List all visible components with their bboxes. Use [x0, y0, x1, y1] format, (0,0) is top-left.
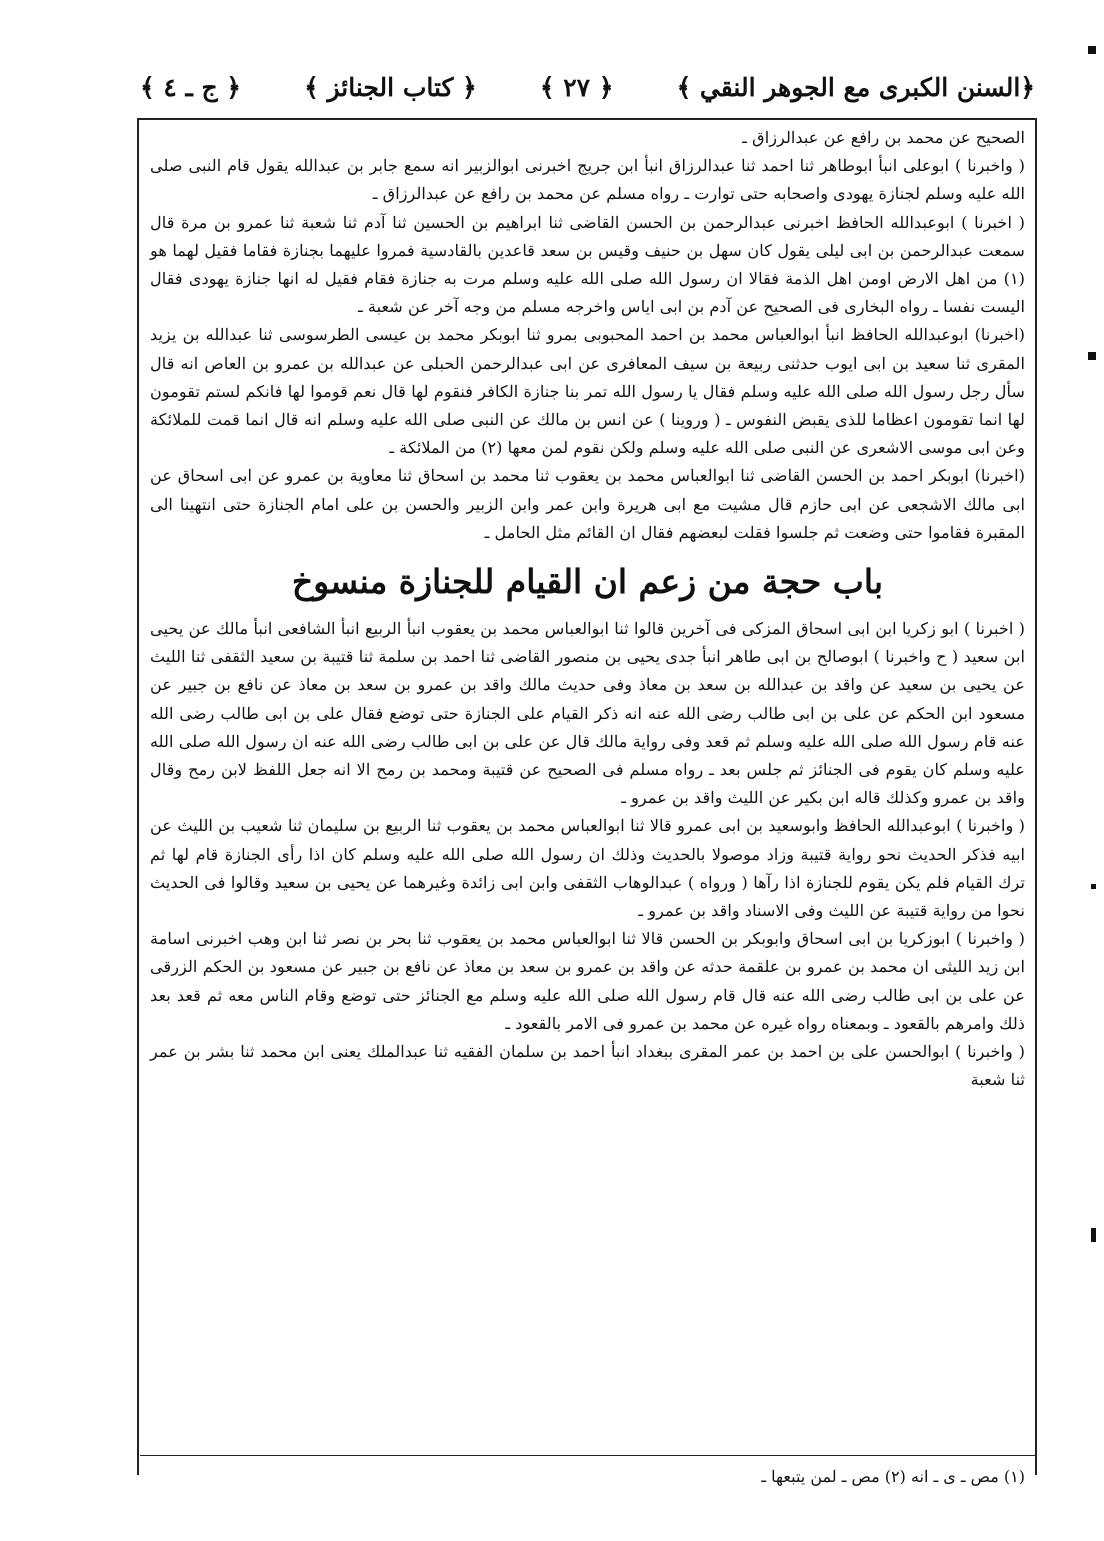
page-number: ﴿ ٢٧ ﴾	[539, 72, 614, 102]
chapter-name: ﴿ كتاب الجنائز ﴾	[304, 72, 477, 102]
paragraph: (اخبرنا) ابوعبدالله الحافظ انبأ ابوالعباس محمد بن احمد المحبوبى بمرو ثنا ابوبكر محمد بن عيسى الطرسوسى ثنا عبدالله بن يزيد المقرى ثنا سعيد بن ابى ايوب حدثنى ربيعة بن سيف المعافرى عن ابى عبدالرحمن الحبلى عن عبدالله بن عمرو بن العاص انه قال سأل رجل رسول الله صلى الله عليه وسلم فقال يا رسول الله تمر بنا جنازة الكافر فنقوم لها قال نعم قوموا لها فانكم لستم تقومون لها انما تقومون اعظاما للذى يقبض النفوس ـ ( وروينا ) عن انس بن مالك عن النبى صلى الله عليه وسلم انه قال انما قمت للملائكة وعن ابى موسى الاشعرى عن النبى صلى الله عليه وسلم ولكن نقوم لمن معها (٢) من الملائكة ـ	[150, 325, 1025, 458]
paragraph: ( واخبرنا ) ابوعلى انبأ ابوطاهر ثنا احمد ثنا عبدالرزاق انبأ ابن جريج اخبرنى ابوالزبير انه سمع جابر بن عبدالله يقول قام النبى صلى الله عليه وسلم لجنازة يهودى واصحابه حتى توارت ـ رواه مسلم عن محمد بن رافع عن عبدالرزاق ـ	[150, 156, 1025, 204]
paragraph: ( اخبرنا ) ابوعبدالله الحافظ اخبرنى عبدالرحمن بن الحسن القاضى ثنا ابراهيم بن الحسين ثنا آدم ثنا شعبة ثنا عمرو بن مرة قال سمعت عبدالرحمن بن ابى ليلى يقول كان سهل بن حنيف وقيس بن سعد قاعدين بالقادسية فمروا عليهما بجنازة فقاما فقيل لهما هو (١) من اهل الارض اومن اهل الذمة فقالا ان رسول الله صلى الله عليه وسلم مرت به جنازة فقام فقيل له انها جنازة يهودى فقال اليست نفسا ـ رواه البخارى فى الصحيح عن آدم بن ابى اياس واخرجه مسلم من وجه آخر عن شعبة ـ	[150, 212, 1025, 317]
paragraph: ( واخبرنا ) ابوعبدالله الحافظ وابوسعيد بن ابى عمرو قالا ثنا ابوالعباس محمد بن يعقوب ثنا الربيع بن سليمان ثنا شعيب بن الليث عن ابيه فذكر الحديث نحو رواية قتيبة وزاد موصولا بالحديث وذلك ان رسول الله صلى الله عليه وسلم كان اذا رأى الجنازة قام لها ثم ترك القيام فلم يكن يقوم للجنازة اذا رآها ( ورواه ) عبدالوهاب الثقفى وابن ابى زائدة وغيرهما عن يحيى بن سعيد وقالوا فى الحديث نحوا من رواية قتيبة عن الليث وفى الاسناد واقد بن عمرو ـ	[150, 816, 1025, 921]
paragraph: ( واخبرنا ) ابوزكريا بن ابى اسحاق وابوبكر بن الحسن قالا ثنا ابوالعباس محمد بن يعقوب ثنا بحر بن نصر ثنا ابن وهب اخبرنى اسامة ابن زيد الليثى ان محمد بن عمرو بن علقمة حدثه عن واقد بن عمرو بن سعد بن معاذ عن نافع بن جبير عن مسعود بن الحكم الزرقى عن على بن ابى طالب رضى الله عنه قال قام رسول الله صلى الله عليه وسلم مع الجنائز حتى توضع وقام الناس معه ثم قعد بعد ذلك وامرهم بالقعود ـ وبمعناه رواه غيره عن محمد بن عمرو فى الامر بالقعود ـ	[150, 929, 1025, 1033]
footnote-divider	[140, 1455, 1035, 1456]
paragraph: (اخبرنا) ابوبكر احمد بن الحسن القاضى ثنا ابوالعباس محمد بن يعقوب ثنا محمد بن اسحاق ثنا معاوية بن عمرو عن ابى اسحاق عن ابى مالك الاشجعى عن ابى حازم قال مشيت مع ابى هريرة وابن عمر وابن الزبير والحسن بن على امام الجنازة حتى انتهينا الى المقبرة فقاموا حتى وضعت ثم جلسوا فقلت لبعضهم فقال ان القائم مثل الحامل ـ	[150, 466, 1025, 542]
book-title: ﴿السنن الكبرى مع الجوهر النقي ﴾	[676, 72, 1035, 102]
volume-number: ﴿ ج ـ ٤ ﴾	[140, 72, 242, 102]
margin-mark	[1091, 1228, 1096, 1242]
margin-mark	[1088, 352, 1096, 360]
page-header	[140, 62, 1035, 112]
footnote: (١) مص ـ ى ـ انه (٢) مص ـ لمن يتبعها ـ	[761, 1467, 1025, 1486]
paragraph: ( واخبرنا ) ابوالحسن على بن احمد بن عمر المقرى ببغداد انبأ احمد بن سلمان الفقيه ثنا عبدالملك يعنى ابن محمد ثنا بشر بن عمر ثنا شعبة	[150, 1042, 1025, 1090]
main-text	[150, 124, 1025, 1095]
margin-mark	[1088, 46, 1096, 54]
paragraph: الصحيح عن محمد بن رافع عن عبدالرزاق ـ	[742, 128, 1025, 147]
margin-mark	[1091, 884, 1096, 889]
chapter-heading: باب حجة من زعم ان القيام للجنازة منسوخ	[291, 562, 884, 602]
paragraph: ( اخبرنا ) ابو زكريا ابن ابى اسحاق المزكى فى آخرين قالوا ثنا ابوالعباس محمد بن يعقوب انبأ الربيع انبأ الشافعى انبأ مالك عن يحيى ابن سعيد ( ح واخبرنا ) ابوصالح بن ابى طاهر انبأ جدى يحيى بن منصور القاضى ثنا احمد بن سلمة ثنا قتيبة بن سعيد الثقفى ثنا الليث عن يحيى بن سعيد عن واقد بن عبدالله بن سعد بن معاذ وفى حديث مالك واقد بن عمرو بن سعد بن معاذ عن نافع بن جبير عن مسعود ابن الحكم عن على بن ابى طالب رضى الله عنه انه ذكر القيام على الجنازة حتى توضع فقال على بن ابى طالب رضى الله عنه قام رسول الله صلى الله عليه وسلم ثم قعد وفى رواية مالك قال عن على بن ابى طالب رضى الله عنه ان رسول الله صلى الله عليه وسلم كان يقوم فى الجنائز ثم جلس بعد ـ رواه مسلم فى الصحيح عن قتيبة ومحمد بن رمح الا انه جعل اللفظ لابن رمح وقال واقد بن عمرو وكذلك قاله ابن بكير عن الليث واقد بن عمرو ـ	[150, 619, 1025, 808]
